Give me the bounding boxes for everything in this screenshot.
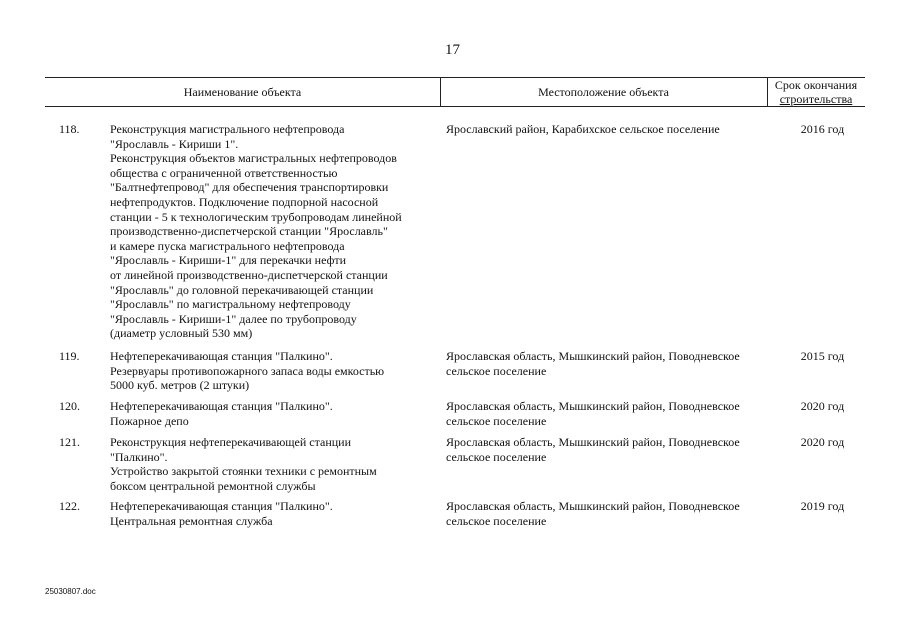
object-location — [446, 435, 776, 464]
column-header-term-line1: Срок окончания — [774, 78, 858, 92]
object-location-line: Ярославская область, Мышкинский район, Поводневское — [446, 435, 740, 449]
object-location-line: сельское поселение — [446, 363, 547, 378]
object-name-line: от линейной производственно-диспетчерской станции — [110, 267, 388, 282]
object-name-line: "Ярославль" по магистральному нефтепроводу — [110, 297, 351, 312]
object-location-line: Ярославская область, Мышкинский район, Поводневское — [446, 349, 740, 363]
object-name-line: "Ярославль" до головной перекачивающей станции — [110, 282, 374, 297]
object-name-line: "Палкино". — [110, 449, 168, 464]
object-name-line: "Ярославль - Кириши-1" для перекачки нефти — [110, 253, 347, 268]
table-body — [0, 122, 905, 535]
object-location — [446, 122, 776, 137]
table-row — [0, 499, 905, 535]
table-row — [0, 435, 905, 499]
object-name — [110, 122, 440, 341]
object-name-line: Реконструкция нефтеперекачивающей станции — [110, 435, 352, 449]
object-name-line: (диаметр условный 530 мм) — [110, 326, 253, 341]
object-name-line: и камере пуска магистрального нефтепровода — [110, 238, 345, 253]
table-row — [0, 349, 905, 399]
object-name — [110, 399, 440, 428]
table-header-bottom-rule — [45, 106, 865, 107]
object-name-line: Нефтеперекачивающая станция "Палкино". — [110, 399, 333, 413]
object-name-line: Устройство закрытой стоянки техники с ремонтным — [110, 464, 377, 479]
object-name-line: общества с ограниченной ответственностью — [110, 165, 338, 180]
object-location-line: сельское поселение — [446, 513, 547, 528]
object-location — [446, 499, 776, 528]
column-header-name: Наименование объекта — [183, 85, 302, 99]
object-location-line: сельское поселение — [446, 449, 547, 464]
object-name-line: "Ярославль - Кириши-1" далее по трубопроводу — [110, 311, 357, 326]
object-name-line: 5000 куб. метров (2 штуки) — [110, 378, 250, 393]
column-header-location: Местоположение объекта — [538, 85, 669, 99]
object-location-line: Ярославская область, Мышкинский район, Поводневское — [446, 399, 740, 413]
table-row — [0, 399, 905, 435]
object-name-line: Нефтеперекачивающая станция "Палкино". — [110, 349, 333, 363]
object-name-line: нефтепродуктов. Подключение подпорной насосной — [110, 194, 379, 209]
row-number: 119. — [59, 349, 80, 363]
object-location-line: сельское поселение — [446, 413, 547, 428]
construction-term: 2020 год — [800, 399, 845, 413]
object-location — [446, 349, 776, 378]
object-name-line: Нефтеперекачивающая станция "Палкино". — [110, 499, 333, 513]
object-name-line: "Ярославль - Кириши 1". — [110, 136, 239, 151]
table-row — [0, 122, 905, 349]
object-name-line: Резервуары противопожарного запаса воды емкостью — [110, 363, 385, 378]
construction-term: 2015 год — [800, 349, 845, 363]
object-name-line: Центральная ремонтная служба — [110, 513, 273, 528]
object-location-line: Ярославская область, Мышкинский район, Поводневское — [446, 499, 740, 513]
construction-term: 2019 год — [800, 499, 845, 513]
column-header-term-line2: строительства — [779, 92, 853, 106]
object-location — [446, 399, 776, 428]
object-location-line: Ярославский район, Карабихское сельское поселение — [446, 122, 720, 136]
object-name-line: станции - 5 к технологическим трубопроводам линейной — [110, 209, 402, 224]
row-number: 120. — [59, 399, 80, 413]
object-name-line: боксом центральной ремонтной службы — [110, 478, 316, 493]
row-number: 122. — [59, 499, 80, 513]
footer-filename: 25030807.doc — [45, 587, 96, 596]
row-number: 121. — [59, 435, 80, 449]
construction-term: 2016 год — [800, 122, 845, 136]
construction-term: 2020 год — [800, 435, 845, 449]
object-name-line: производственно-диспетчерской станции "Ярославль" — [110, 224, 388, 239]
row-number: 118. — [59, 122, 80, 136]
page-number: 17 — [445, 42, 460, 58]
object-name — [110, 499, 440, 528]
object-name-line: Реконструкция магистрального нефтепровода — [110, 122, 345, 136]
object-name — [110, 435, 440, 493]
object-name — [110, 349, 440, 393]
object-name-line: "Балтнефтепровод" для обеспечения транспортировки — [110, 180, 389, 195]
object-name-line: Пожарное депо — [110, 413, 189, 428]
table-header-top-rule — [45, 77, 865, 78]
column-header-term — [767, 78, 865, 106]
object-name-line: Реконструкция объектов магистральных нефтепроводов — [110, 151, 397, 166]
